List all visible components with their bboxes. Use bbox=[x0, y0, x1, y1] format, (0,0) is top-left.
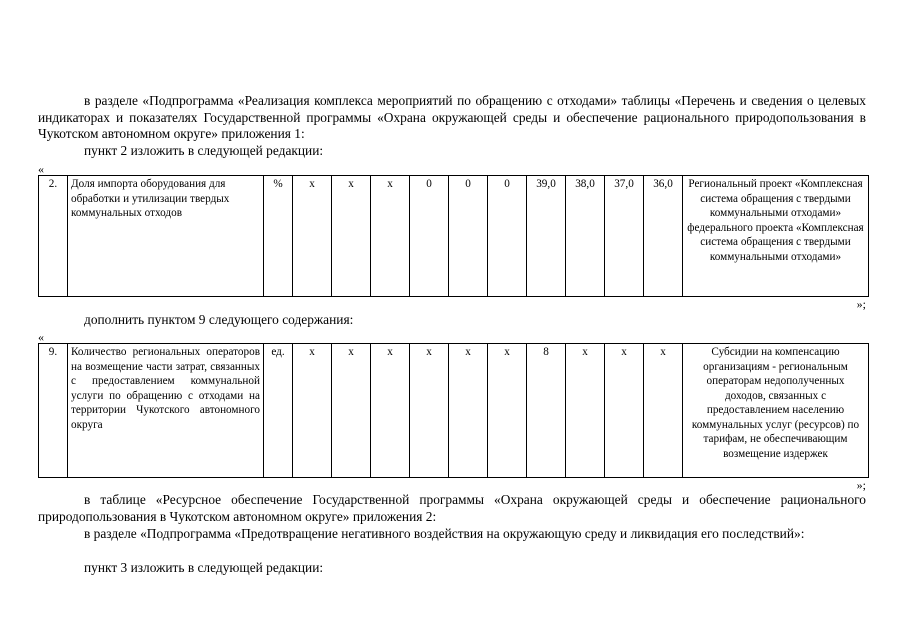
open-quote-2: « bbox=[38, 330, 44, 344]
unit-cell: % bbox=[264, 176, 293, 297]
close-quote-2: »; bbox=[856, 478, 866, 492]
table-row bbox=[39, 176, 869, 297]
value-cell: 37,0 bbox=[605, 176, 644, 297]
source-cell: Субсидии на компенсацию организациям - региональным операторам недополученных доходов, связанных с предоставлением населению коммунальных услуг (ресурсов) по тарифам, не обеспечивающим возмещение издержек bbox=[683, 344, 869, 478]
table-row bbox=[39, 344, 869, 478]
value-cell: х bbox=[410, 344, 449, 478]
value-cell: х bbox=[449, 344, 488, 478]
row-number: 9. bbox=[39, 344, 68, 478]
paragraph-add-point9: дополнить пунктом 9 следующего содержания: bbox=[84, 312, 354, 327]
value-cell: 39,0 bbox=[527, 176, 566, 297]
paragraph-section-intro: в разделе «Подпрограмма «Реализация комплекса мероприятий по обращению с отходами» таблицы «Перечень и сведения о целевых индикаторах и показателях Государственной программы «Охрана окружающей среды и обеспечение рационального природопользования в Чукотском автономном округе» приложения 1: bbox=[38, 93, 866, 141]
paragraph-point2: пункт 2 изложить в следующей редакции: bbox=[84, 143, 324, 158]
value-cell: 0 bbox=[488, 176, 527, 297]
close-quote-1: »; bbox=[856, 297, 866, 311]
value-cell: х bbox=[371, 344, 410, 478]
value-cell: 36,0 bbox=[644, 176, 683, 297]
value-cell: х bbox=[293, 176, 332, 297]
value-cell: 0 bbox=[449, 176, 488, 297]
paragraph-resource-table: в таблице «Ресурсное обеспечение Государственной программы «Охрана окружающей среды и обеспечение рационального природопользования в Чукотском автономном округе» приложения 2: bbox=[38, 492, 866, 524]
indicator-name: Доля импорта оборудования для обработки и утилизации твердых коммунальных отходов bbox=[68, 176, 264, 297]
indicator-name: Количество региональных операторов на возмещение части затрат, связанных с предоставлением коммунальной услуги по обращению с отходами на территории Чукотского автономного округа bbox=[68, 344, 264, 478]
row-number: 2. bbox=[39, 176, 68, 297]
value-cell: х bbox=[566, 344, 605, 478]
value-cell: 8 bbox=[527, 344, 566, 478]
open-quote-1: « bbox=[38, 162, 44, 176]
indicator-table-row2 bbox=[38, 175, 869, 297]
paragraph-subprogram: в разделе «Подпрограмма «Предотвращение негативного воздействия на окружающую среду и ликвидация его последствий»: bbox=[84, 526, 805, 541]
value-cell: х bbox=[293, 344, 332, 478]
value-cell: х bbox=[605, 344, 644, 478]
unit-cell: ед. bbox=[264, 344, 293, 478]
value-cell: х bbox=[332, 344, 371, 478]
value-cell: х bbox=[332, 176, 371, 297]
value-cell: 0 bbox=[410, 176, 449, 297]
paragraph-point3: пункт 3 изложить в следующей редакции: bbox=[84, 560, 324, 575]
value-cell: х bbox=[488, 344, 527, 478]
value-cell: х bbox=[644, 344, 683, 478]
source-cell: Региональный проект «Комплексная система обращения с твердыми коммунальными отходами» федерального проекта «Комплексная система обращения с твердыми коммунальными отходами» bbox=[683, 176, 869, 297]
indicator-table-row9 bbox=[38, 343, 869, 478]
value-cell: х bbox=[371, 176, 410, 297]
value-cell: 38,0 bbox=[566, 176, 605, 297]
